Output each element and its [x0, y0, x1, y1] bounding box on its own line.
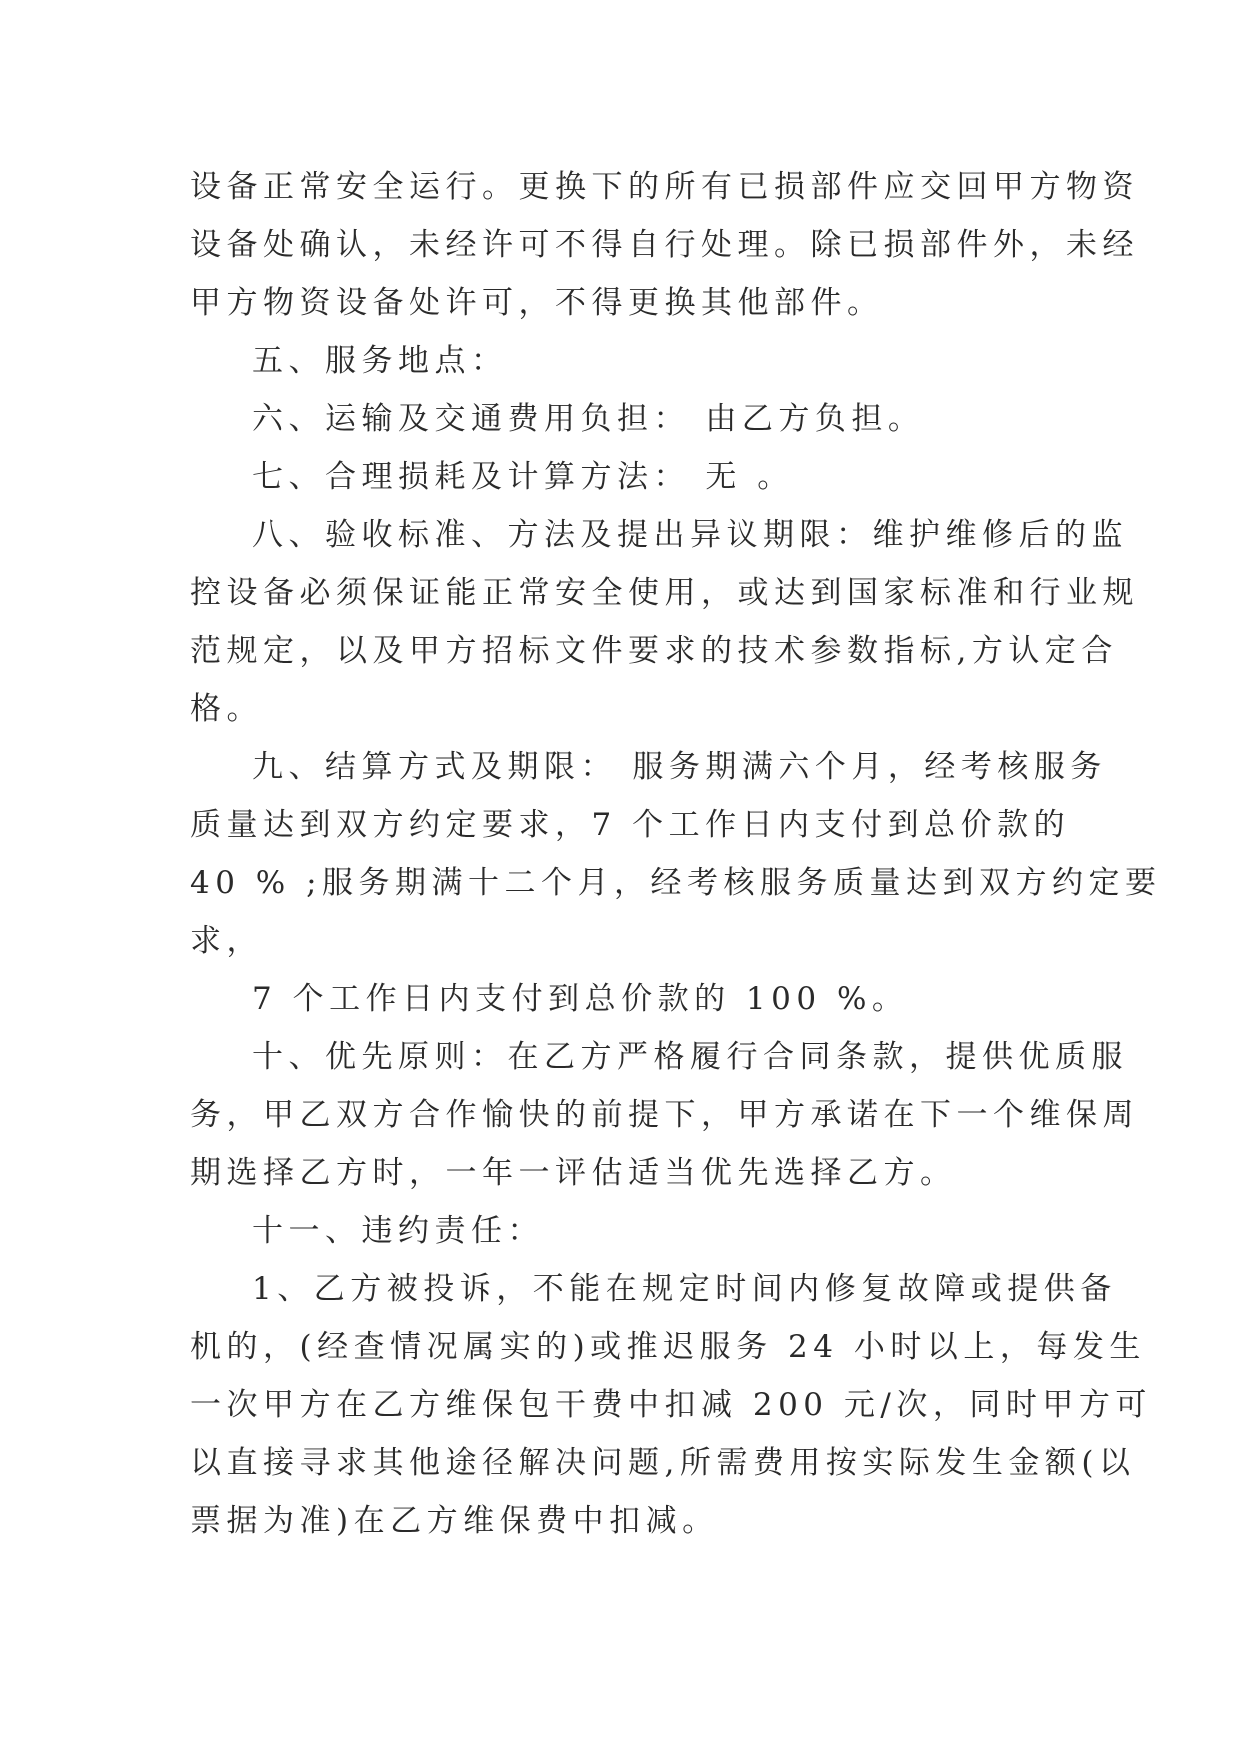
text-line: 一次甲方在乙方维保包干费中扣减 200 元/次，同时甲方可 [190, 1387, 1152, 1423]
text-line: 格。 [190, 691, 263, 727]
paragraph [190, 970, 1052, 1028]
paragraph [190, 1028, 1139, 1202]
text-line: 40 % ;服务期满十二个月，经考核服务质量达到双方约定要 [190, 865, 1162, 901]
text-line: 控设备必须保证能正常安全使用，或达到国家标准和行业规 [190, 575, 1139, 611]
text-line: 求， [190, 923, 263, 959]
paragraph [190, 448, 1052, 506]
text-line: 以直接寻求其他途径解决问题,所需费用按实际发生金额(以 [190, 1445, 1136, 1481]
paragraph [190, 332, 1052, 390]
text-line: 票据为准)在乙方维保费中扣减。 [190, 1503, 719, 1539]
text-line: 范规定，以及甲方招标文件要求的技术参数指标,方认定合 [190, 633, 1118, 669]
text-line: 八、验收标准、方法及提出异议期限：维护维修后的监 [252, 517, 1128, 553]
text-line: 质量达到双方约定要求，7 个工作日内支付到总价款的 [190, 807, 1071, 843]
paragraph [190, 390, 1052, 448]
document-body [190, 158, 1162, 1550]
paragraph [190, 1260, 1152, 1550]
text-line: 六、运输及交通费用负担： 由乙方负担。 [252, 401, 925, 437]
text-line: 设备正常安全运行。更换下的所有已损部件应交回甲方物资 [190, 169, 1139, 205]
text-line: 甲方物资设备处许可，不得更换其他部件。 [190, 285, 884, 321]
text-line: 1、乙方被投诉，不能在规定时间内修复故障或提供备 [252, 1271, 1117, 1307]
text-line: 九、结算方式及期限： 服务期满六个月，经考核服务 [252, 749, 1107, 785]
text-line: 七、合理损耗及计算方法： 无 。 [252, 459, 794, 495]
paragraph [190, 158, 1139, 332]
paragraph [190, 506, 1139, 738]
text-line: 十一、违约责任： [252, 1213, 544, 1249]
paragraph [190, 1202, 1052, 1260]
paragraph [190, 738, 1162, 970]
text-line: 务，甲乙双方合作愉快的前提下，甲方承诺在下一个维保周 [190, 1097, 1139, 1133]
text-line: 五、服务地点： [252, 343, 508, 379]
text-line: 7 个工作日内支付到总价款的 100 %。 [252, 981, 909, 1017]
text-line: 设备处确认，未经许可不得自行处理。除已损部件外，未经 [190, 227, 1139, 263]
text-line: 期选择乙方时，一年一评估适当优先选择乙方。 [190, 1155, 957, 1191]
text-line: 十、优先原则：在乙方严格履行合同条款，提供优质服 [252, 1039, 1128, 1075]
text-line: 机的，(经查情况属实的)或推迟服务 24 小时以上，每发生 [190, 1329, 1146, 1365]
